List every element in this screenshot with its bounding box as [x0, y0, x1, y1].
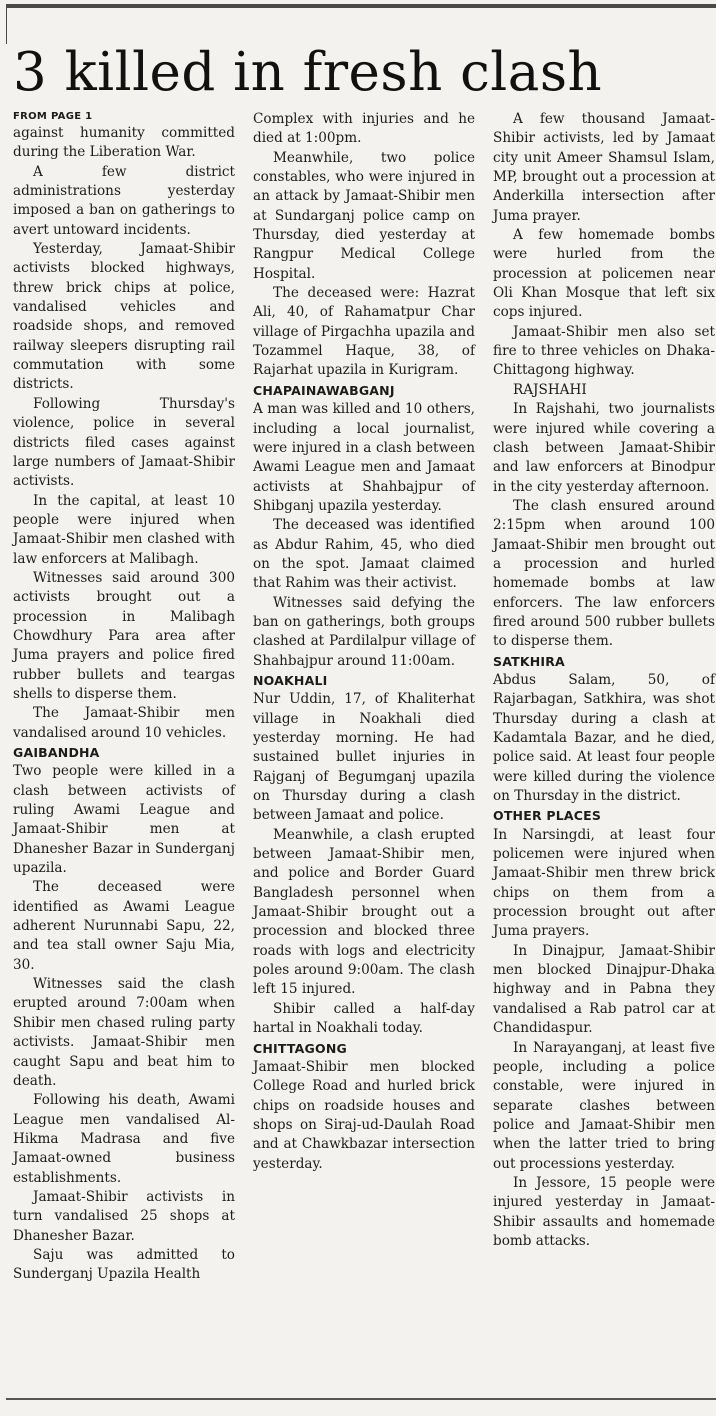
- section-subhead: SATKHIRA: [493, 653, 565, 669]
- headline: 3 killed in fresh clash: [13, 42, 603, 103]
- article-paragraph: Two people were killed in a clash between activists of ruling Awami League and Jamaat-Shibir men at Dhanesher Bazar in Sunderganj upazila.: [13, 763, 235, 877]
- top-rule: [6, 4, 716, 8]
- bottom-rule: [6, 1398, 716, 1400]
- article-paragraph: against humanity committed during the Liberation War.: [13, 125, 235, 161]
- section-subhead: NOAKHALI: [253, 672, 328, 688]
- article-paragraph: The deceased were identified as Awami League adherent Nurunnabi Sapu, 22, and tea stall owner Saju Mia, 30.: [13, 879, 235, 973]
- article-paragraph: The Jamaat-Shibir men vandalised around 10 vehicles.: [13, 705, 235, 741]
- article-paragraph: In Narayanganj, at least five people, including a police constable, were injured in separate clashes between police and Jamaat-Shibir men when the latter tried to bring out processions yesterday.: [493, 1039, 715, 1172]
- article-paragraph: A man was killed and 10 others, including a local journalist, were injured in a clash between Awami League men and Jamaat activists at Shahbajpur of Shibganj upazila yesterday.: [253, 401, 475, 514]
- article-paragraph: In Dinajpur, Jamaat-Shibir men blocked Dinajpur-Dhaka highway and in Pabna they vandalised a Rab patrol car at Chandidaspur.: [493, 942, 715, 1037]
- article-column-2: [253, 110, 475, 1174]
- left-rule: [6, 4, 7, 44]
- article-column-3: [493, 110, 715, 1251]
- section-subhead: RAJSHAHI: [513, 381, 587, 398]
- continued-from-label: FROM PAGE 1: [13, 111, 93, 122]
- article-paragraph: A few thousand Jamaat-Shibir activists, led by Jamaat city unit Ameer Shamsul Islam, MP, brought out a procession at Anderkilla intersection after Juma prayer.: [493, 111, 715, 224]
- article-paragraph: Yesterday, Jamaat-Shibir activists blocked highways, threw brick chips at police, vandalised vehicles and roadside shops, and removed railway sleepers disrupting rail commutation with some districts.: [13, 241, 235, 393]
- article-paragraph: Jamaat-Shibir men blocked College Road and hurled brick chips on roadside houses and shops on Siraj-ud-Daulah Road and at Chawkbazar intersection yesterday.: [253, 1058, 475, 1172]
- article-paragraph: Following Thursday's violence, police in several districts filed cases against large numbers of Jamaat-Shibir activists.: [13, 395, 235, 490]
- article-paragraph: The deceased were: Hazrat Ali, 40, of Rahamatpur Char village of Pirgachha upazila and Tozammel Haque, 38, of Rajarhat upazila in Kurigram.: [253, 285, 475, 379]
- article-paragraph: Jamaat-Shibir men also set fire to three vehicles on Dhaka-Chittagong highway.: [493, 323, 715, 379]
- article-paragraph: In Narsingdi, at least four policemen were injured when Jamaat-Shibir men threw brick chips on them from a procession brought out after Juma prayers.: [493, 826, 715, 940]
- section-subhead: CHAPAINAWABGANJ: [253, 382, 395, 398]
- article-paragraph: Shibir called a half-day hartal in Noakhali today.: [253, 1000, 475, 1037]
- article-paragraph: The deceased was identified as Abdur Rahim, 45, who died on the spot. Jamaat claimed that Rahim was their activist.: [253, 517, 475, 592]
- article-paragraph: In Rajshahi, two journalists were injured while covering a clash between Jamaat-Shibir and law enforcers at Binodpur in the city yesterday afternoon.: [493, 401, 715, 495]
- article-paragraph: In the capital, at least 10 people were injured when Jamaat-Shibir men clashed with law enforcers at Malibagh.: [13, 492, 235, 567]
- article-paragraph: In Jessore, 15 people were injured yesterday in Jamaat-Shibir assaults and homemade bomb attacks.: [493, 1174, 715, 1249]
- article-paragraph: Complex with injuries and he died at 1:00pm.: [253, 111, 475, 147]
- article-paragraph: Nur Uddin, 17, of Khaliterhat village in Noakhali died yesterday morning. He had sustained bullet injuries in Rajganj of Begumganj upazila on Thursday during a clash between Jamaat and police.: [253, 691, 475, 824]
- article-paragraph: The clash ensured around 2:15pm when around 100 Jamaat-Shibir men brought out a procession and hurled homemade bombs at law enforcers. The law enforcers fired around 500 rubber bullets to disperse them.: [493, 497, 715, 650]
- article-paragraph: Witnesses said around 300 activists brought out a procession in Malibagh Chowdhury Para area after Juma prayers and police fired rubber bullets and teargas shells to disperse them.: [13, 569, 235, 702]
- article-paragraph: Following his death, Awami League men vandalised Al-Hikma Madrasa and five Jamaat-owned business establishments.: [13, 1092, 235, 1186]
- article-paragraph: Abdus Salam, 50, of Rajarbagan, Satkhira, was shot Thursday during a clash at Kadamtala Bazar, and he died, police said. At least four people were killed during the violence on Thursday in the district.: [493, 671, 715, 805]
- section-subhead: CHITTAGONG: [253, 1040, 347, 1056]
- article-paragraph: Saju was admitted to Sunderganj Upazila Health: [13, 1246, 235, 1283]
- article-paragraph: Meanwhile, a clash erupted between Jamaat-Shibir men, and police and Border Guard Bangladesh personnel when Jamaat-Shibir brought out a procession and blocked three roads with logs and electricity poles around 9:00am. The clash left 15 injured.: [253, 826, 475, 998]
- article-paragraph: Jamaat-Shibir activists in turn vandalised 25 shops at Dhanesher Bazar.: [13, 1188, 235, 1244]
- article-paragraph: A few homemade bombs were hurled from the procession at policemen near Oli Khan Mosque that left six cops injured.: [493, 227, 715, 321]
- section-subhead: OTHER PLACES: [493, 808, 602, 824]
- article-paragraph: Meanwhile, two police constables, who were injured in an attack by Jamaat-Shibir men at Sundarganj police camp on Thursday, died yesterday at Rangpur Medical College Hospital.: [253, 149, 475, 282]
- section-subhead: GAIBANDHA: [13, 745, 100, 760]
- article-column-1: [13, 110, 235, 1285]
- article-paragraph: A few district administrations yesterday imposed a ban on gatherings to avert untoward incidents.: [13, 163, 235, 238]
- article-paragraph: Witnesses said defying the ban on gatherings, both groups clashed at Pardilalpur village of Shahbajpur around 11:00am.: [253, 594, 475, 669]
- article-paragraph: Witnesses said the clash erupted around 7:00am when Shibir men chased ruling party activists. Jamaat-Shibir men caught Sapu and beat him to death.: [13, 976, 235, 1089]
